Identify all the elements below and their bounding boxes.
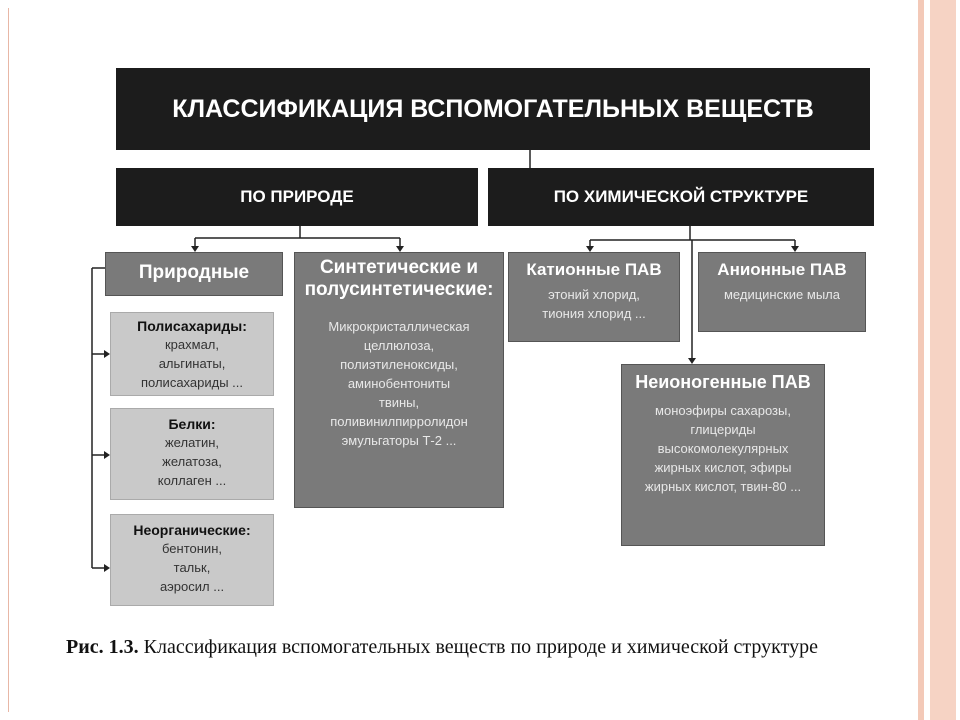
- group-header: Полисахариды:: [137, 318, 247, 334]
- natural-header: Природные: [138, 262, 250, 283]
- group-item: бентонин,: [162, 541, 222, 556]
- group-header: Белки:: [168, 416, 216, 432]
- anionic-item: медицинские мыла: [723, 287, 840, 302]
- synthetic-item: полиэтиленоксиды,: [340, 357, 458, 372]
- group-item: аэросил ...: [159, 579, 225, 594]
- proteins-box: [110, 408, 274, 500]
- group-item: желатин,: [164, 435, 220, 450]
- cationic-item: тиония хлорид ...: [542, 306, 646, 321]
- diagram-title: КЛАССИФИКАЦИЯ ВСПОМОГАТЕЛЬНЫХ ВЕЩЕСТВ: [172, 95, 814, 123]
- group-item: крахмал,: [164, 337, 219, 352]
- synthetic-item: Микрокристаллическая: [328, 319, 470, 334]
- group-item: альгинаты,: [158, 356, 226, 371]
- synthetic-item: аминобентониты: [347, 376, 451, 391]
- nonionic-box: [621, 364, 825, 546]
- synthetic-header: Синтетические и полусинтетические:: [304, 257, 494, 300]
- cationic-header: Катионные ПАВ: [526, 260, 662, 279]
- cationic-box: [508, 252, 680, 342]
- synthetic-item: целлюлоза,: [363, 338, 435, 353]
- nonionic-header: Неионогенные ПАВ: [635, 372, 811, 392]
- nonionic-item: высокомолекулярных: [657, 441, 789, 456]
- group-item: тальк,: [173, 560, 211, 575]
- synthetic-item: поливинилпирролидон: [330, 414, 468, 429]
- nonionic-item: жирных кислот, твин-80 ...: [644, 479, 802, 494]
- anionic-box: [698, 252, 866, 332]
- by-structure-box: [488, 168, 874, 226]
- figure-caption: [66, 636, 818, 659]
- caption-label: Рис. 1.3.: [66, 636, 139, 658]
- by-nature-label: ПО ПРИРОДЕ: [240, 187, 354, 206]
- group-item: коллаген ...: [157, 473, 227, 488]
- caption-text: Классификация вспомогательных веществ по природе и химической структуре: [143, 636, 818, 658]
- group-item: желатоза,: [162, 454, 222, 469]
- cationic-item: этоний хлорид,: [548, 287, 640, 302]
- polysaccharides-box: [110, 312, 274, 396]
- by-structure-label: ПО ХИМИЧЕСКОЙ СТРУКТУРЕ: [553, 187, 809, 206]
- group-header: Неорганические:: [133, 522, 251, 538]
- nonionic-item: глицериды: [690, 422, 756, 437]
- nonionic-item: моноэфиры сахарозы,: [655, 403, 791, 418]
- synthetic-item: эмульгаторы Т-2 ...: [341, 433, 457, 448]
- inorganic-box: [110, 514, 274, 606]
- synthetic-box: [294, 252, 504, 508]
- group-item: полисахариды ...: [140, 375, 243, 390]
- synthetic-item: твины,: [378, 395, 420, 410]
- nonionic-item: жирных кислот, эфиры: [654, 460, 792, 475]
- anionic-header: Анионные ПАВ: [717, 260, 847, 279]
- by-nature-box: [116, 168, 478, 226]
- title-box: [116, 68, 870, 150]
- natural-box: [105, 252, 283, 296]
